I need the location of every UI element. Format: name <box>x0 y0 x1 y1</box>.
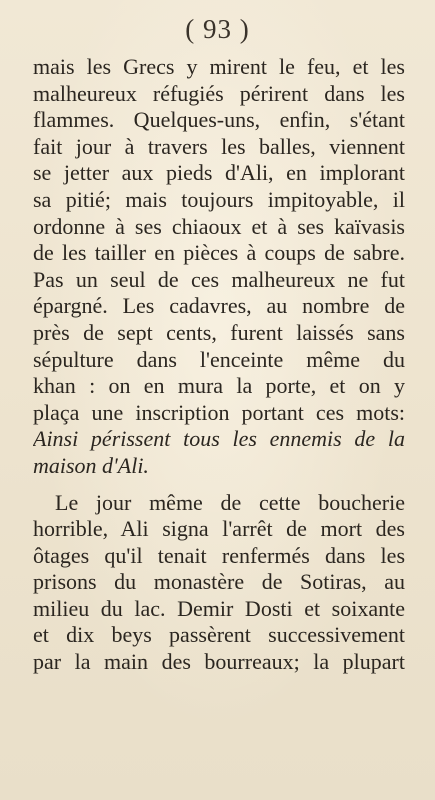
text-line: et dix beys passèrent successivement <box>33 622 405 648</box>
text-line: ôtages qu'il tenait renfermés dans les <box>33 542 405 568</box>
text-line: par la main des bourreaux; la plupart <box>33 649 405 675</box>
paragraph-gap <box>33 480 405 490</box>
text-line: sa pitié; mais toujours impitoyable, il <box>33 186 405 212</box>
text-line: de les tailler en pièces à coups de sabre. <box>33 240 405 266</box>
text-line: près de sept cents, furent laissés sans <box>33 319 405 345</box>
text-line: Le jour même de cette boucherie <box>55 489 405 515</box>
text-line: horrible, Ali signa l'arrêt de mort des <box>33 516 405 542</box>
body-text <box>33 54 405 676</box>
text-line: épargné. Les cadavres, au nombre de <box>33 293 405 319</box>
text-line: milieu du lac. Demir Dosti et soixante <box>33 595 405 621</box>
text-line: ordonne à ses chiaoux et à ses kaïvasis <box>33 213 405 239</box>
text-line: malheureux réfugiés périrent dans les <box>33 80 405 106</box>
text-line: fait jour à travers les balles, viennent <box>33 133 405 159</box>
text-line: khan : on en mura la porte, et on y <box>33 373 405 399</box>
text-line: flammes. Quelques-uns, enfin, s'étant <box>33 107 405 133</box>
text-line: plaça une inscription portant ces mots: <box>33 399 405 425</box>
inscription-line: maison d'Ali. <box>33 452 149 478</box>
text-line: Pas un seul de ces malheureux ne fut <box>33 266 405 292</box>
text-line: prisons du monastère de Sotiras, au <box>33 569 405 595</box>
inscription-line: Ainsi périssent tous les ennemis de la <box>33 426 405 452</box>
text-line: se jetter aux pieds d'Ali, en implorant <box>33 160 405 186</box>
text-line: mais les Grecs y mirent le feu, et les <box>33 54 405 79</box>
paragraph-2 <box>33 490 405 676</box>
text-line: sépulture dans l'enceinte même du <box>33 346 405 372</box>
page-number: ( 93 ) <box>185 14 250 44</box>
paragraph-1 <box>33 54 405 480</box>
